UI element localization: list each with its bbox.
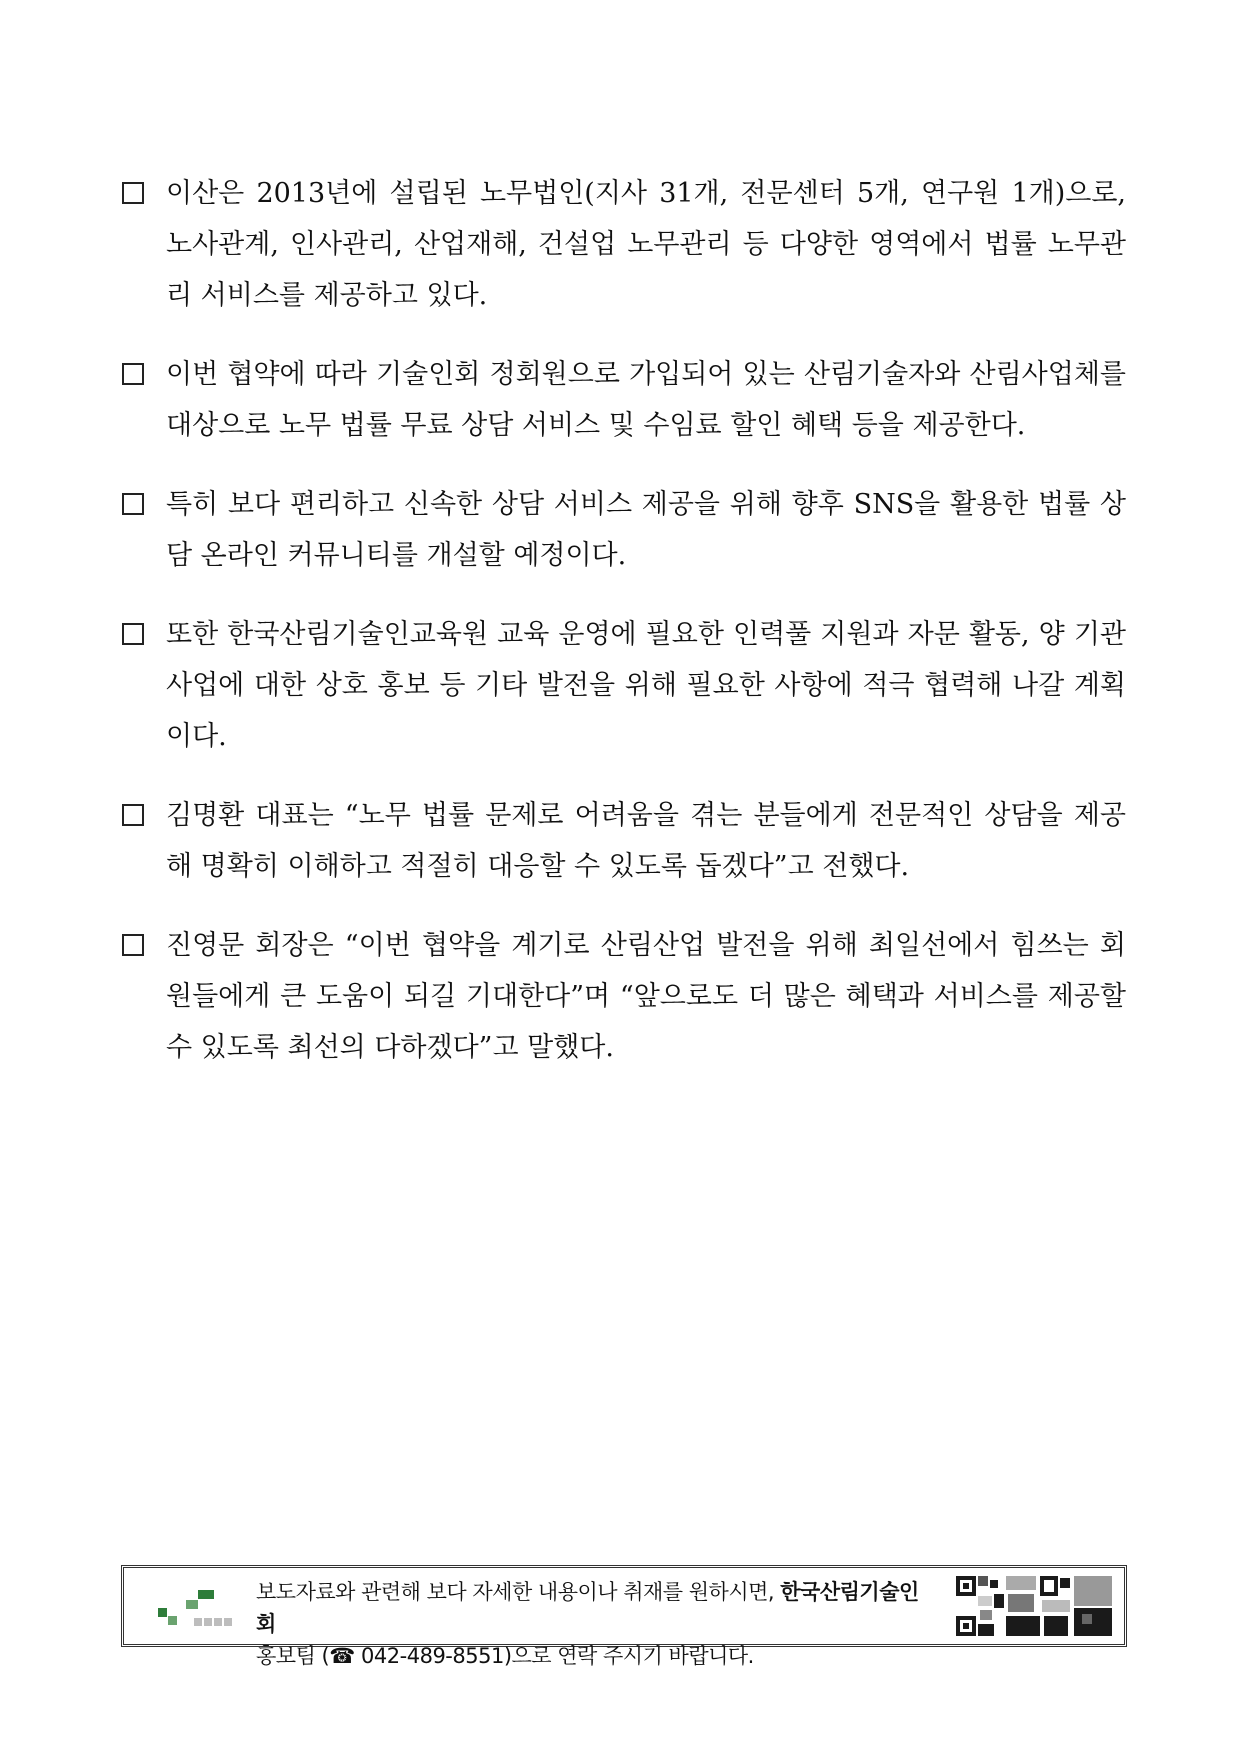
paragraph-text: 특히 보다 편리하고 신속한 상담 서비스 제공을 위해 향후 SNS을 활용한 법률 상담 온라인 커뮤니티를 개설할 예정이다. <box>166 489 1126 571</box>
paragraph-1 <box>122 168 1126 321</box>
checkbox-bullet-icon <box>122 934 144 956</box>
checkbox-bullet-icon <box>122 804 144 826</box>
contact-footer-box <box>121 1565 1127 1668</box>
press-release-body <box>122 168 1126 1101</box>
qr-code-icon <box>956 1576 1112 1636</box>
organization-logo-icon <box>156 1588 236 1628</box>
checkbox-bullet-icon <box>122 623 144 645</box>
checkbox-bullet-icon <box>122 182 144 204</box>
contact-info-text <box>256 1576 926 1672</box>
checkbox-bullet-icon <box>122 493 144 515</box>
paragraph-text: 이산은 2013년에 설립된 노무법인(지사 31개, 전문센터 5개, 연구원 1개)으로, 노사관계, 인사관리, 산업재해, 건설업 노무관리 등 다양한 영역에서 법률 노무관리 서비스를 제공하고 있다. <box>166 178 1126 311</box>
paragraph-text: 또한 한국산림기술인교육원 교육 운영에 필요한 인력풀 지원과 자문 활동, 양 기관 사업에 대한 상호 홍보 등 기타 발전을 위해 필요한 사항에 적극 협력해 나갈 계획이다. <box>166 619 1126 752</box>
paragraph-6 <box>122 920 1126 1073</box>
checkbox-bullet-icon <box>122 363 144 385</box>
contact-line-2: 홍보팀 (☎ 042-489-8551)으로 연락 주시기 바랍니다. <box>256 1644 754 1668</box>
paragraph-5 <box>122 790 1126 892</box>
contact-line-1 <box>256 1576 926 1640</box>
paragraph-text: 이번 협약에 따라 기술인회 정회원으로 가입되어 있는 산림기술자와 산림사업체를 대상으로 노무 법률 무료 상담 서비스 및 수임료 할인 혜택 등을 제공한다. <box>166 359 1126 441</box>
paragraph-text: 진영문 회장은 “이번 협약을 계기로 산림산업 발전을 위해 최일선에서 힘쓰는 회원들에게 큰 도움이 되길 기대한다”며 “앞으로도 더 많은 혜택과 서비스를 제공할 수 있도록 최선의 다하겠다”고 말했다. <box>166 930 1126 1063</box>
paragraph-3 <box>122 479 1126 581</box>
paragraph-2 <box>122 349 1126 451</box>
contact-line-1-prefix: 보도자료와 관련해 보다 자세한 내용이나 취재를 원하시면, <box>256 1580 781 1604</box>
organization-name: 한국산림기술인회 <box>256 1580 919 1636</box>
paragraph-4 <box>122 609 1126 762</box>
paragraph-text: 김명환 대표는 “노무 법률 문제로 어려움을 겪는 분들에게 전문적인 상담을 제공해 명확히 이해하고 적절히 대응할 수 있도록 돕겠다”고 전했다. <box>166 800 1126 882</box>
